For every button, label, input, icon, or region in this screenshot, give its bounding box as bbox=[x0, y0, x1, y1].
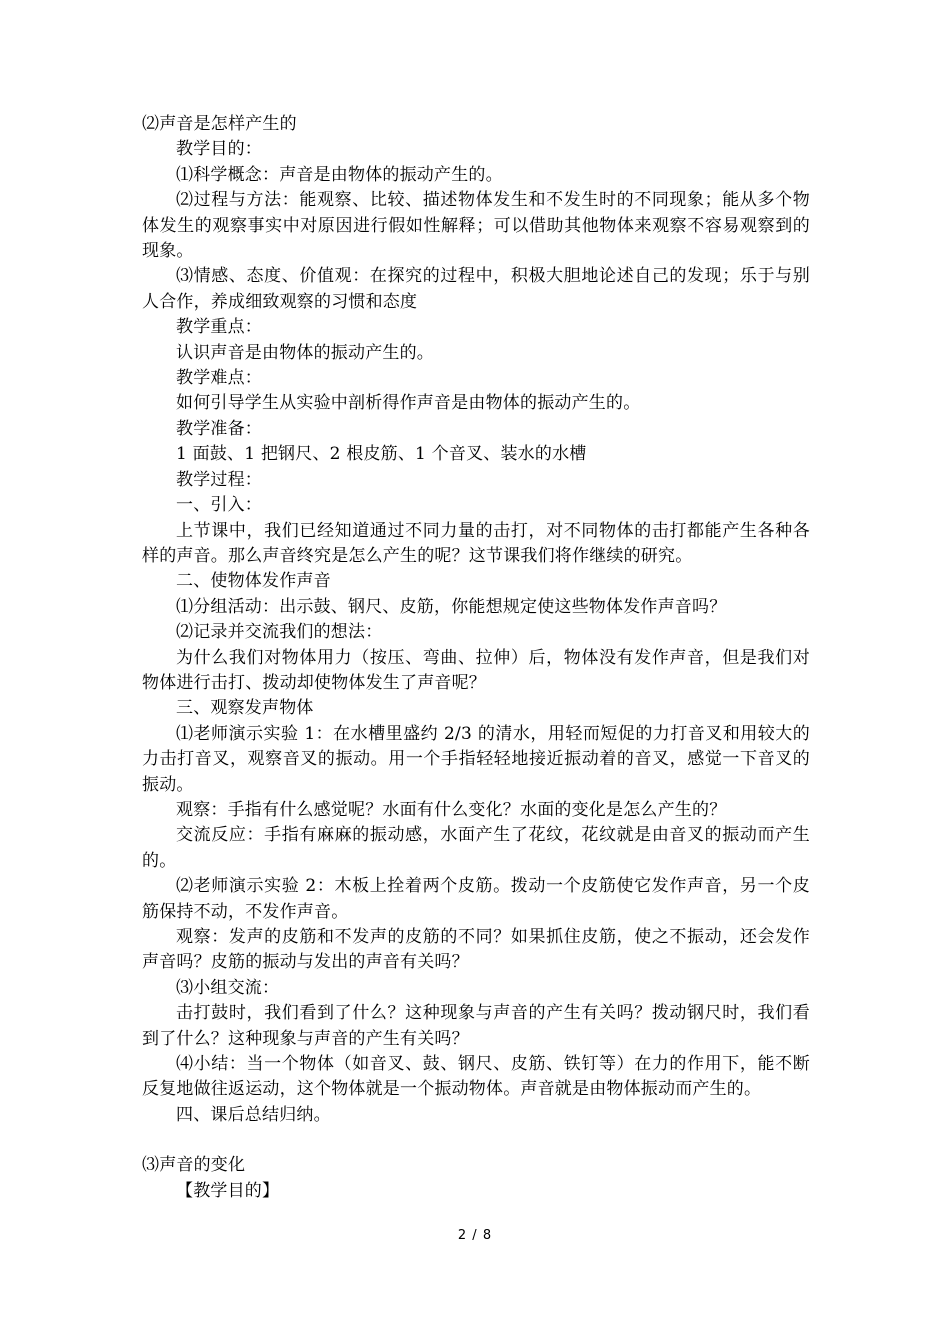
paragraph: ⑴老师演示实验 1：在水槽里盛约 2/3 的清水，用轻而短促的力打音叉和用较大的力击打音叉，观察音叉的振动。用一个手指轻轻地接近振动着的音叉，感觉一下音叉的振动。 bbox=[142, 723, 810, 795]
paragraph: ⑵声音是怎样产生的 bbox=[142, 114, 297, 134]
paragraph: 四、课后总结归纳。 bbox=[176, 1104, 331, 1125]
paragraph: 如何引导学生从实验中剖析得作声音是由物体的振动产生的。 bbox=[176, 393, 641, 414]
paragraph: 认识声音是由物体的振动产生的。 bbox=[176, 342, 434, 363]
paragraph: ⑶情感、态度、价值观：在探究的过程中，积极大胆地论述自己的发现；乐于与别人合作，养成细致观察的习惯和态度 bbox=[142, 266, 810, 312]
paragraph: 二、使物体发作声音 bbox=[176, 571, 331, 592]
paragraph: ⑴分组活动：出示鼓、钢尺、皮筋，你能想规定使这些物体发作声音吗？ bbox=[176, 596, 727, 617]
paragraph: 一、引入： bbox=[176, 495, 262, 516]
paragraph: ⑵过程与方法：能观察、比较、描述物体发生和不发生时的不同现象；能从多个物体发生的观察事实中对原因进行假如性解释；可以借助其他物体来观察不容易观察到的现象。 bbox=[142, 190, 810, 262]
document-body bbox=[142, 112, 810, 1204]
page-number: 2 / 8 bbox=[457, 1228, 493, 1243]
paragraph: ⑴科学概念：声音是由物体的振动产生的。 bbox=[176, 164, 503, 185]
paragraph: 击打鼓时，我们看到了什么？这种现象与声音的产生有关吗？拨动钢尺时，我们看到了什么？这种现象与声音的产生有关吗？ bbox=[142, 1003, 810, 1049]
paragraph: 【教学目的】 bbox=[176, 1180, 280, 1201]
paragraph: ⑶小组交流： bbox=[176, 977, 280, 998]
paragraph: 三、观察发声物体 bbox=[176, 698, 314, 719]
paragraph: 观察：发声的皮筋和不发声的皮筋的不同？如果抓住皮筋，使之不振动，还会发作声音吗？皮筋的振动与发出的声音有关吗？ bbox=[142, 927, 810, 973]
paragraph: 教学重点： bbox=[176, 317, 262, 338]
paragraph: 交流反应：手指有麻麻的振动感，水面产生了花纹，花纹就是由音叉的振动而产生的。 bbox=[142, 825, 810, 871]
paragraph: 上节课中，我们已经知道通过不同力量的击打，对不同物体的击打都能产生各种各样的声音。那么声音终究是怎么产生的呢？这节课我们将作继续的研究。 bbox=[142, 520, 810, 566]
paragraph: ⑷小结：当一个物体（如音叉、鼓、钢尺、皮筋、铁钉等）在力的作用下，能不断反复地做往返运动，这个物体就是一个振动物体。声音就是由物体振动而产生的。 bbox=[142, 1054, 810, 1100]
section-heading: ⑶声音的变化 bbox=[142, 1155, 246, 1176]
paragraph: ⑵记录并交流我们的想法： bbox=[176, 622, 383, 643]
paragraph: 教学准备： bbox=[176, 418, 262, 439]
paragraph: 1 面鼓、1 把钢尺、2 根皮筋、1 个音叉、装水的水槽 bbox=[176, 444, 587, 465]
paragraph: 教学过程： bbox=[176, 469, 262, 490]
paragraph: 教学难点： bbox=[176, 368, 262, 389]
paragraph: 教学目的： bbox=[176, 139, 262, 160]
paragraph: 观察：手指有什么感觉呢？水面有什么变化？水面的变化是怎么产生的？ bbox=[176, 799, 727, 820]
paragraph: ⑵老师演示实验 2：木板上拴着两个皮筋。拨动一个皮筋使它发作声音，另一个皮筋保持不动，不发作声音。 bbox=[142, 876, 810, 922]
paragraph: 为什么我们对物体用力（按压、弯曲、拉伸）后，物体没有发作声音，但是我们对物体进行击打、拨动却使物体发生了声音呢？ bbox=[142, 647, 810, 693]
